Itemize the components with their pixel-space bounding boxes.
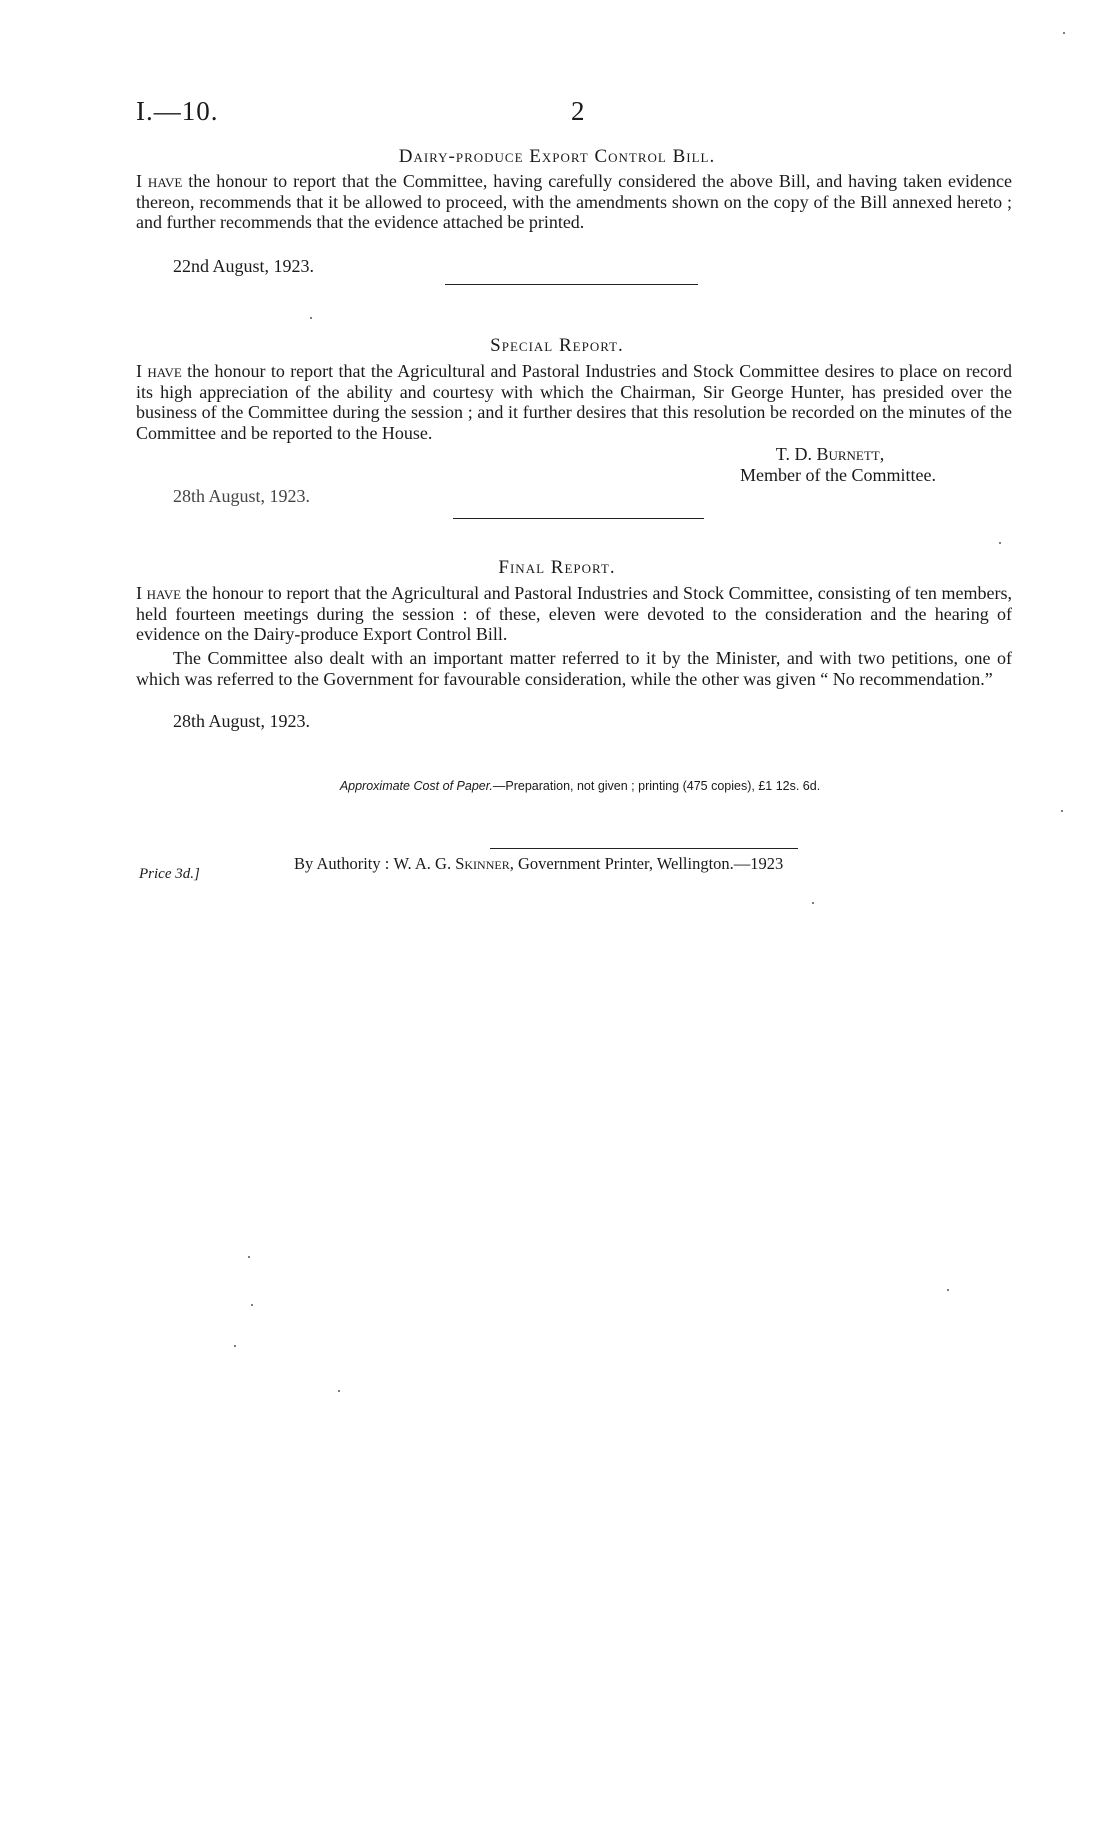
paper-reference: I.—10. [136,96,219,126]
authority-prefix: By Authority : [294,854,394,873]
footer-divider [490,848,798,849]
section-heading-special-report: Special Report. [490,335,624,356]
scan-speck [310,317,312,319]
paragraph-lead: I have [136,583,182,603]
section-paragraph-dairy-produce [136,171,1012,233]
paragraph-body: the honour to report that the Committee, having carefully considered the above Bill, and having taken evidence thereon, recommends that it be allowed to proceed, with the amendments shown on the copy of the Bill annexed hereto ; and further recommends that the evidence attached be printed. [136,171,1012,232]
scan-speck [1061,810,1063,812]
section-heading-dairy-produce: Dairy-produce Export Control Bill. [398,146,716,167]
paragraph-body: the honour to report that the Agricultural and Pastoral Industries and Stock Committee, consisting of ten members, held fourteen meetings during the session : of these, eleven were devoted to the consideration and the hearing of evidence on the Dairy-produce Export Control Bill. [136,583,1012,644]
scan-speck [1063,32,1065,34]
cost-text: —Preparation, not given ; printing (475 copies), £1 12s. 6d. [492,779,821,793]
scan-speck [234,1345,236,1347]
cost-of-paper-note [300,779,860,793]
printer-authority [294,854,783,874]
scan-speck [338,1390,340,1392]
page-number: 2 [571,96,585,126]
printer-name: W. A. G. Skinner, [393,854,514,873]
report-date: 22nd August, 1923. [173,256,315,276]
paragraph-lead: I have [136,361,182,381]
section-paragraph-final-report-2: The Committee also dealt with an important matter referred to it by the Minister, and with two petitions, one of which was referred to the Government for favourable consideration, while the other was given “ No recommendation.” [136,648,1012,689]
scan-speck [999,542,1001,544]
scan-speck [947,1289,949,1291]
report-date: 28th August, 1923. [173,486,311,506]
signatory-name [680,444,980,465]
section-divider [445,284,698,285]
signatory-name-text: T. D. Burnett, [775,444,885,464]
section-divider [453,518,704,519]
price-label: Price 3d.] [139,866,200,882]
section-paragraph-final-report [136,583,1012,645]
authority-suffix: Government Printer, Wellington.—1923 [513,854,784,873]
section-paragraph-special-report [136,361,1012,443]
paragraph-lead: I have [136,171,183,191]
paragraph-body: the honour to report that the Agricultural and Pastoral Industries and Stock Committee desires to place on record its high appreciation of the ability and courtesy with which the Chairman, Sir George Hunter, has presided over the business of the Committee during the session ; and it further desires that this resolution be recorded on the minutes of the Committee and be reported to the House. [136,361,1012,443]
cost-label: Approximate Cost of Paper. [339,779,493,793]
scan-speck [251,1304,253,1306]
report-date: 28th August, 1923. [173,711,311,731]
section-heading-final-report: Final Report. [498,557,616,578]
scan-speck [812,902,814,904]
scan-speck [248,1256,250,1258]
signatory-title: Member of the Committee. [740,465,936,485]
